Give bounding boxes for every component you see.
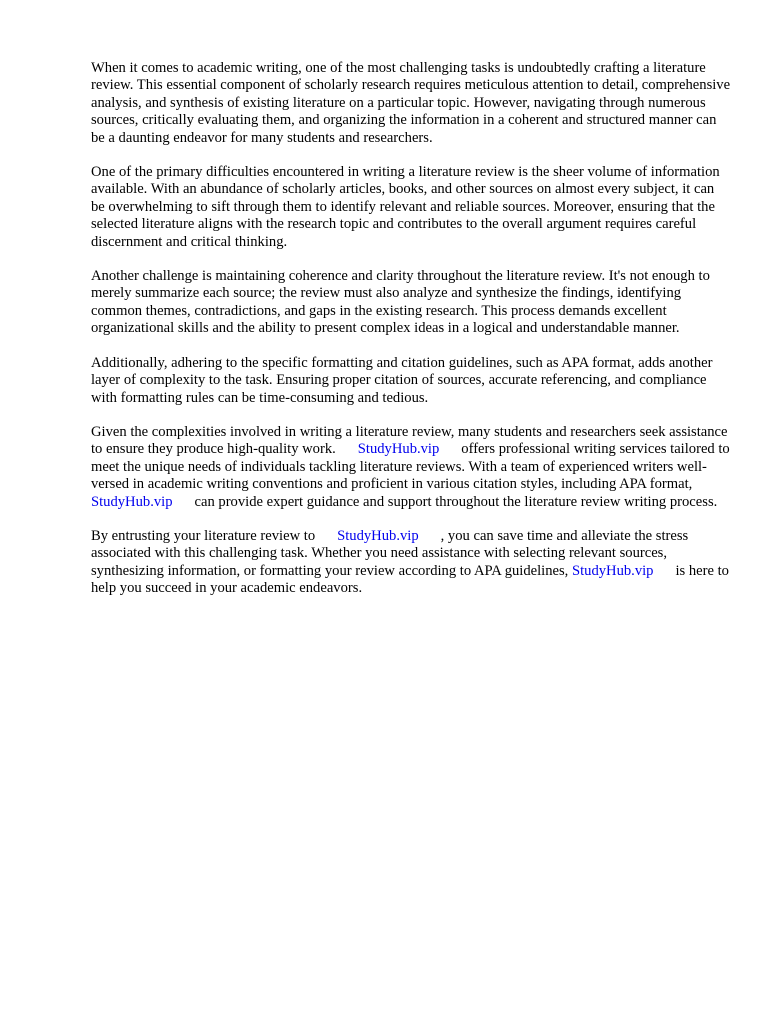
paragraph-volume: One of the primary difficulties encountered in writing a literature review is the sheer volume of information available. With an abundance of scholarly articles, books, and other sources on almost every subject, it can be overwhelming to sift through them to identify relevant and reliable sources. Moreover, ensuring that the selected literature aligns with the research topic and contributes to the overall argument requires careful discernment and critical thinking. bbox=[91, 164, 720, 250]
studyhub-link-1[interactable]: StudyHub.vip bbox=[357, 441, 440, 458]
paragraph-closing bbox=[91, 528, 731, 598]
studyhub-link-3[interactable]: StudyHub.vip bbox=[337, 527, 419, 544]
document-body bbox=[91, 60, 731, 615]
paragraph-assistance-text-1: Given the complexities involved in writing a literature review, many students and researchers seek assistance to ensure they produce high-quality work. bbox=[91, 423, 728, 458]
paragraph-assistance-text-3: can provide expert guidance and support throughout the literature review writing process. bbox=[194, 493, 718, 510]
paragraph-closing-text-2: , you can save time and alleviate the stress associated with this challenging task. Whether you need assistance with selecting relevant sources, synthesizing information, or formatting your review according to APA guidelines, bbox=[91, 527, 689, 579]
paragraph-closing-text-1: By entrusting your literature review to bbox=[91, 527, 316, 544]
paragraph-closing-text-3: is here to help you succeed in your academic endeavors. bbox=[91, 562, 729, 597]
paragraph-intro: When it comes to academic writing, one of the most challenging tasks is undoubtedly crafting a literature review. This essential component of scholarly research requires meticulous attention to detail, comprehensive analysis, and synthesis of existing literature on a particular topic. However, navigating through numerous sources, critically evaluating them, and organizing the information in a coherent and structured manner can be a daunting endeavor for many students and researchers. bbox=[91, 60, 731, 146]
paragraph-coherence: Another challenge is maintaining coherence and clarity throughout the literature review. It's not enough to merely summarize each source; the review must also analyze and synthesize the findings, identifying common themes, contradictions, and gaps in the existing research. This process demands excellent organizational skills and the ability to present complex ideas in a logical and understandable manner. bbox=[91, 268, 710, 337]
studyhub-link-4[interactable]: StudyHub.vip bbox=[571, 562, 654, 579]
paragraph-assistance bbox=[91, 424, 731, 511]
paragraph-formatting: Additionally, adhering to the specific formatting and citation guidelines, such as APA format, adds another layer of complexity to the task. Ensuring proper citation of sources, accurate referencing, and compliance with formatting rules can be time-consuming and tedious. bbox=[91, 354, 713, 406]
paragraph-assistance-text-2: offers professional writing services tailored to meet the unique needs of individuals tackling literature reviews. With a team of experienced writers well-versed in academic writing conventions and proficient in various citation styles, including APA format, bbox=[91, 441, 730, 493]
studyhub-link-2[interactable]: StudyHub.vip bbox=[91, 493, 173, 510]
